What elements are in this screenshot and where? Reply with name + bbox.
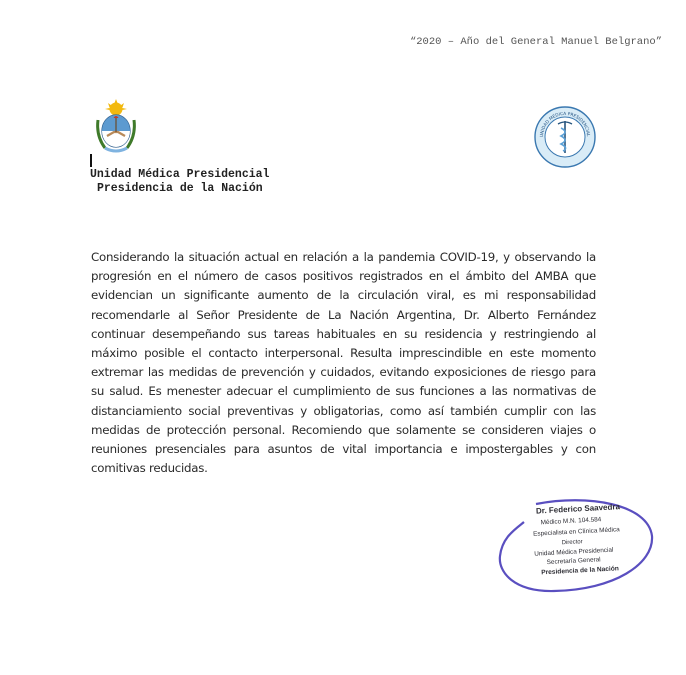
stamp-line-4: Unidad Médica Presidencial xyxy=(534,546,614,558)
coat-of-arms-icon xyxy=(93,98,139,156)
stamp-line-3: Director xyxy=(561,539,583,547)
stamp-line-1: Médico M.N. 104.584 xyxy=(540,516,602,527)
signature-stamp xyxy=(496,498,656,596)
institution-name-line2: Presidencia de la Nación xyxy=(97,182,263,195)
stamp-line-5: Secretaría General xyxy=(546,556,601,567)
medical-seal-icon xyxy=(531,105,599,169)
stamp-line-0: Dr. Federico Saavedra xyxy=(535,502,621,516)
stamp-line-6: Presidencia de la Nación xyxy=(541,565,620,577)
stamp-line-2: Especialista en Clínica Médica xyxy=(533,526,620,538)
institution-name xyxy=(90,168,269,196)
seal-lettering: UNIDAD MÉDICA PRESIDENCIAL xyxy=(539,111,591,138)
text-cursor xyxy=(90,154,92,167)
header-motto: “2020 – Año del General Manuel Belgrano” xyxy=(409,36,662,48)
institution-name-line1: Unidad Médica Presidencial xyxy=(90,168,270,181)
letter-body: Considerando la situación actual en relación a la pandemia COVID-19, y observando la progresión en el número de casos positivos registrados en el ámbito del AMBA que evidencian un significante aumento de la circulación viral, es mi responsabilidad recomendarle al Señor Presidente de La Nación Argentina, Dr. Alberto Fernández continuar desempeñando sus tareas habituales en su residencia y restringiendo al máximo posible el contacto interpersonal. Resulta imprescindible en este momento extremar las medidas de prevención y cuidados, evitando exposiciones de riesgo para su salud. Es menester adecuar el cumplimiento de sus funciones a las normativas de distanciamiento social preventivas y obligatorias, como así también cumplir con las medidas de protección personal. Recomiendo que solamente se consideren viajes o reuniones presenciales para asuntos de vital importancia e impostergables y con comitivas reducidas. xyxy=(91,250,596,476)
